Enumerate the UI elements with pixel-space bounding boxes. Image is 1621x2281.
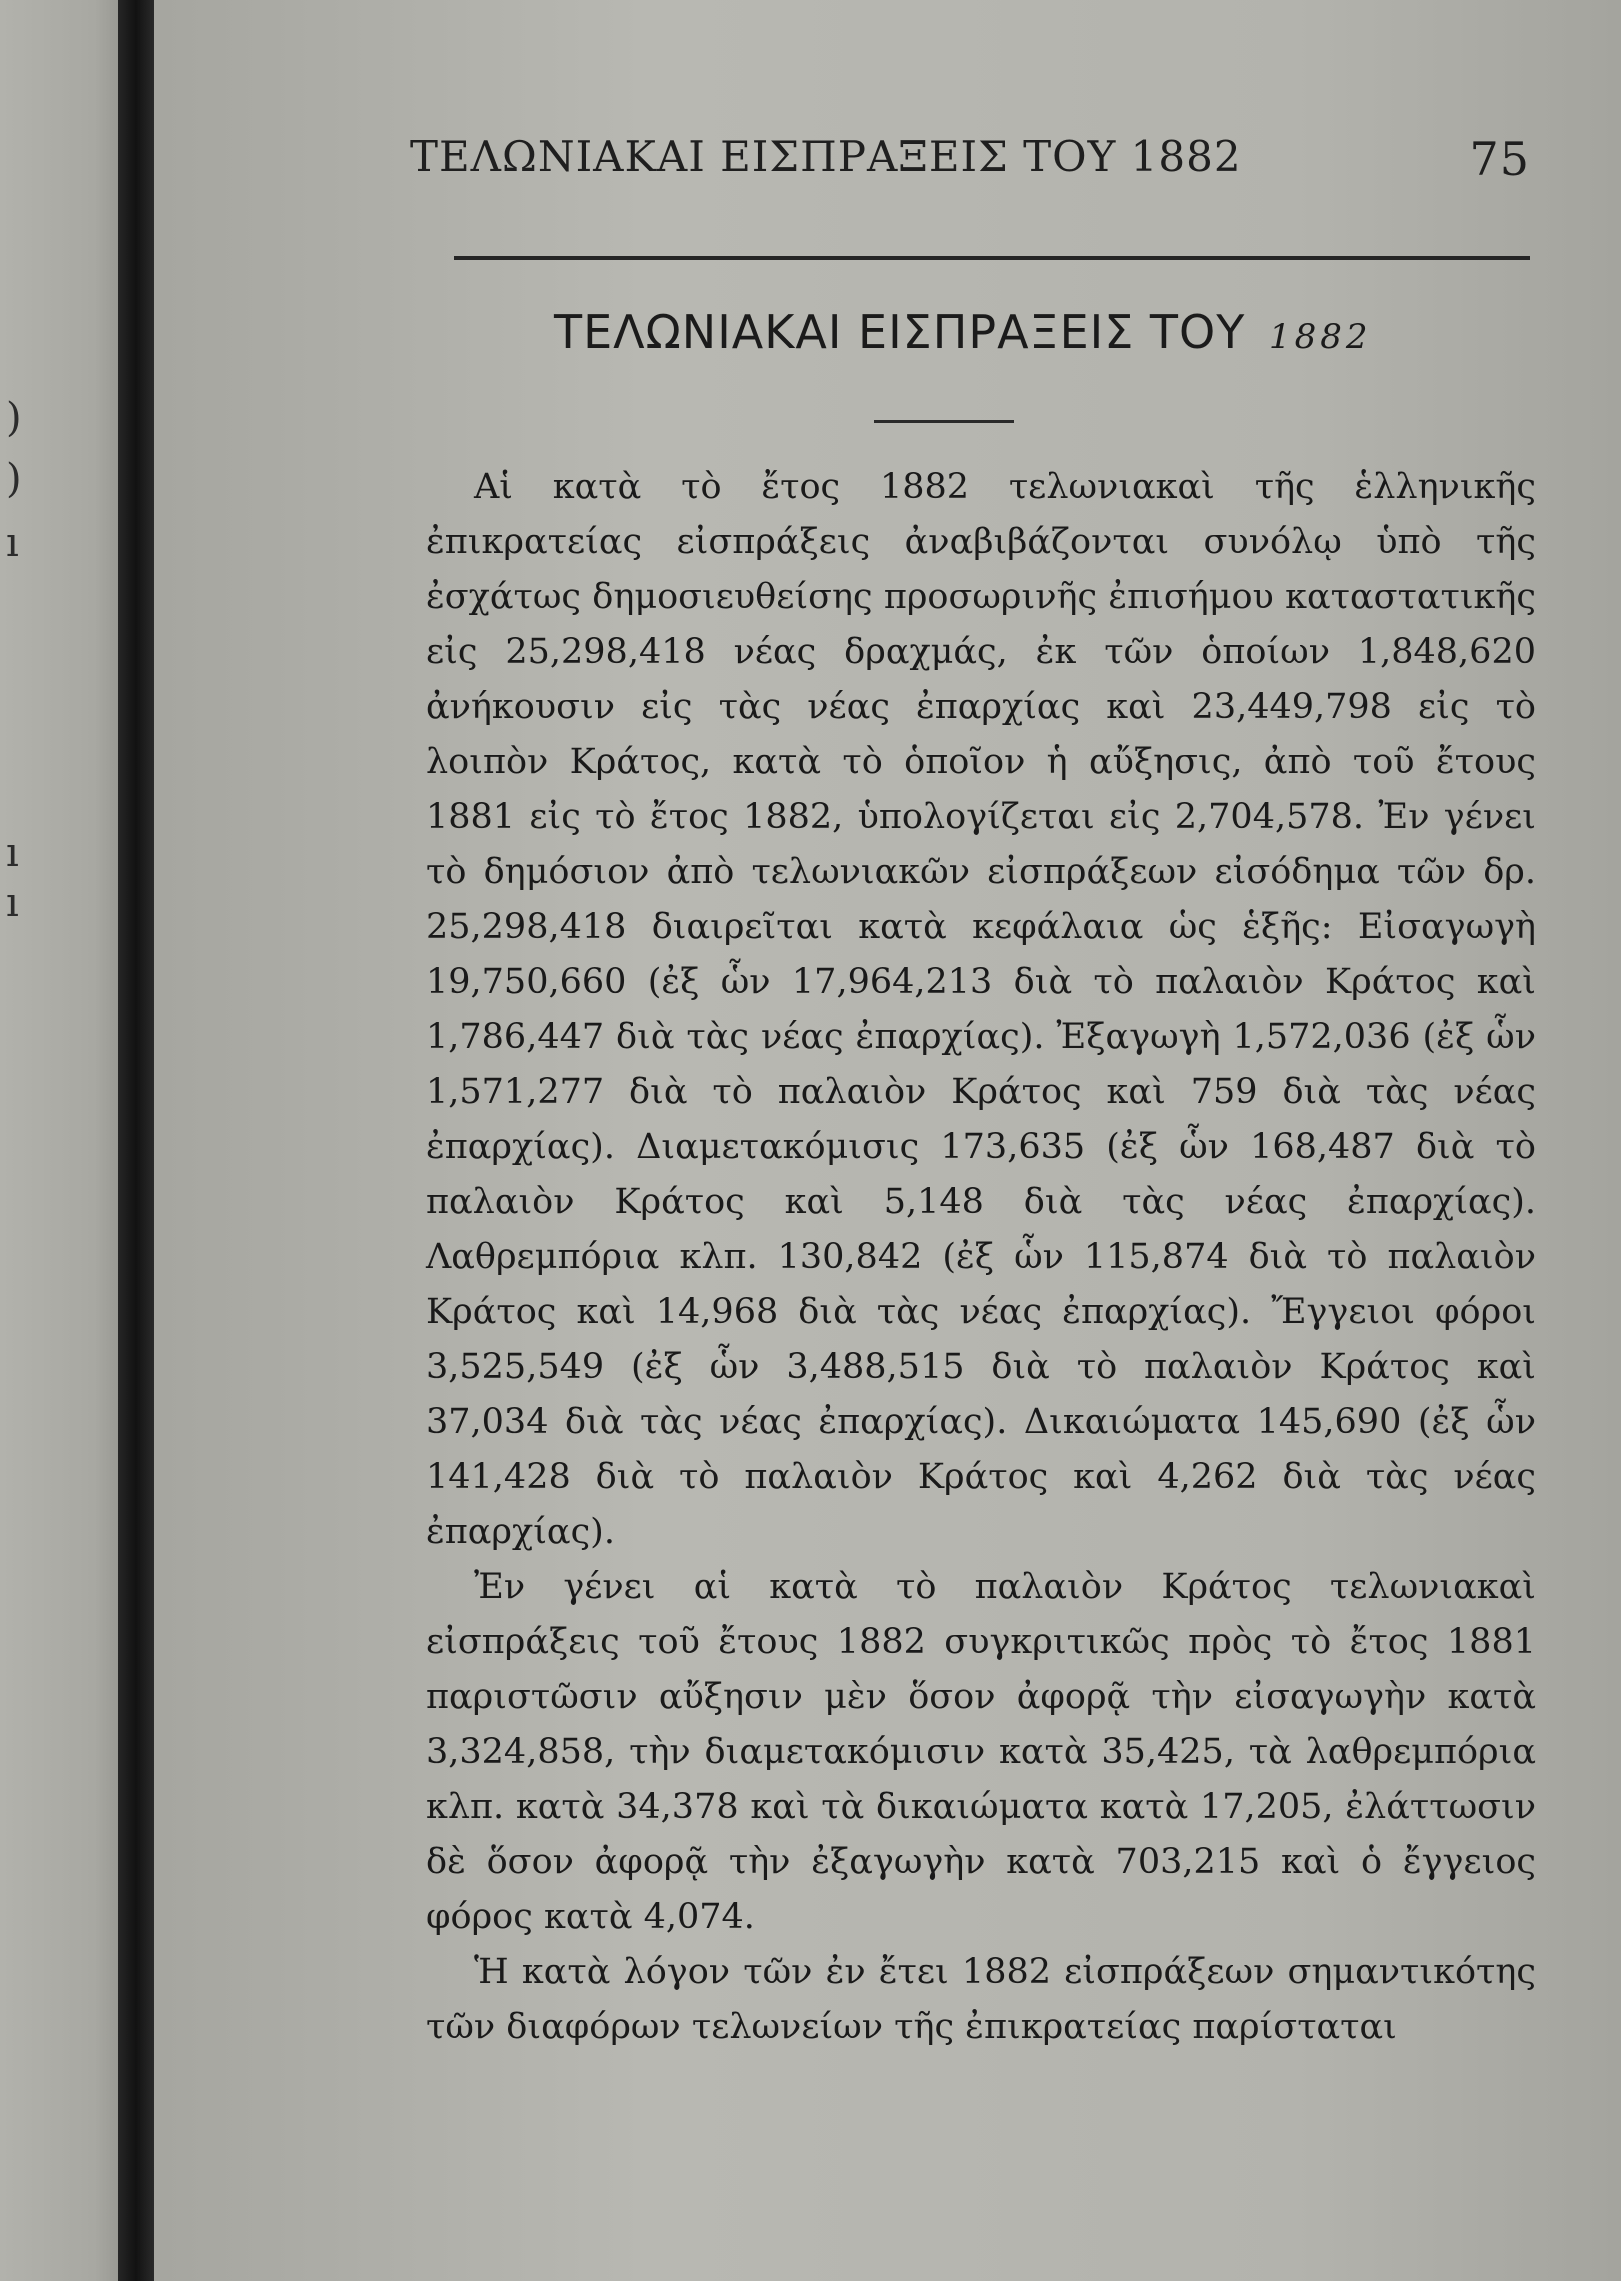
- book-gutter: [118, 0, 154, 2281]
- handwritten-year: 1882: [1268, 317, 1372, 357]
- book-page: [154, 0, 1621, 2281]
- paragraph: Ἡ κατὰ λόγον τῶν ἐν ἔτει 1882 εἰσπράξεων σημαντικότης τῶν διαφόρων τελωνείων τῆς ἐπικρατείας παρίσταται: [426, 1952, 1536, 2047]
- margin-mark: ): [6, 395, 22, 441]
- margin-mark: ı: [6, 880, 19, 926]
- section-title-text: ΤΕΛΩΝΙΑΚΑΙ ΕΙΣΠΡΑΞΕΙΣ ΤΟΥ: [554, 305, 1246, 359]
- facing-page-margin: [0, 0, 118, 2281]
- paragraph: Ἐν γένει αἱ κατὰ τὸ παλαιὸν Κράτος τελωνιακαὶ εἰσπράξεις τοῦ ἔτους 1882 συγκριτικῶς πρὸς τὸ ἔτος 1881 παριστῶσιν αὔξησιν μὲν ὅσον ἀφορᾷ τὴν εἰσαγωγὴν κατὰ 3,324,858, τὴν διαμετακόμισιν κατὰ 35,425, τὰ λαθρεμπόρια κλπ. κατὰ 34,378 καὶ τὰ δικαιώματα κατὰ 17,205, ἐλάττωσιν δὲ ὅσον ἀφορᾷ τὴν ἐξαγωγὴν κατὰ 703,215 καὶ ὁ ἔγγειος φόρος κατὰ 4,074.: [426, 1567, 1536, 1937]
- title-rule: [874, 420, 1014, 423]
- section-title: [554, 305, 1371, 359]
- header-rule: [454, 256, 1530, 260]
- margin-mark: ı: [6, 830, 19, 876]
- page-number: 75: [1469, 132, 1530, 186]
- paragraph: Αἱ κατὰ τὸ ἔτος 1882 τελωνιακαὶ τῆς ἑλληνικῆς ἐπικρατείας εἰσπράξεις ἀναβιβάζονται συνόλῳ ὑπὸ τῆς ἐσχάτως δημοσιευθείσης προσωρινῆς ἐπισήμου καταστατικῆς εἰς 25,298,418 νέας δραχμάς, ἐκ τῶν ὁποίων 1,848,620 ἀνήκουσιν εἰς τὰς νέας ἐπαρχίας καὶ 23,449,798 εἰς τὸ λοιπὸν Κράτος, κατὰ τὸ ὁποῖον ἡ αὔξησις, ἀπὸ τοῦ ἔτους 1881 εἰς τὸ ἔτος 1882, ὑπολογίζεται εἰς 2,704,578. Ἐν γένει τὸ δημόσιον ἀπὸ τελωνιακῶν εἰσπράξεων εἰσόδημα τῶν δρ. 25,298,418 διαιρεῖται κατὰ κεφάλαια ὡς ἑξῆς: Εἰσαγωγὴ 19,750,660 (ἐξ ὧν 17,964,213 διὰ τὸ παλαιὸν Κράτος καὶ 1,786,447 διὰ τὰς νέας ἐπαρχίας). Ἐξαγωγὴ 1,572,036 (ἐξ ὧν 1,571,277 διὰ τὸ παλαιὸν Κράτος καὶ 759 διὰ τὰς νέας ἐπαρχίας). Διαμετακόμισις 173,635 (ἐξ ὧν 168,487 διὰ τὸ παλαιὸν Κράτος καὶ 5,148 διὰ τὰς νέας ἐπαρχίας). Λαθρεμπόρια κλπ. 130,842 (ἐξ ὧν 115,874 διὰ τὸ παλαιὸν Κράτος καὶ 14,968 διὰ τὰς νέας ἐπαρχίας). Ἔγγειοι φόροι 3,525,549 (ἐξ ὧν 3,488,515 διὰ τὸ παλαιὸν Κράτος καὶ 37,034 διὰ τὰς νέας ἐπαρχίας). Δικαιώματα 145,690 (ἐξ ὧν 141,428 διὰ τὸ παλαιὸν Κράτος καὶ 4,262 διὰ τὰς νέας ἐπαρχίας).: [426, 467, 1536, 1552]
- body-text: [426, 460, 1536, 2055]
- margin-mark: ): [6, 456, 22, 502]
- margin-mark: ı: [6, 520, 19, 566]
- running-title: ΤΕΛΩΝΙΑΚΑΙ ΕΙΣΠΡΑΞΕΙΣ ΤΟΥ 1882: [410, 132, 1242, 181]
